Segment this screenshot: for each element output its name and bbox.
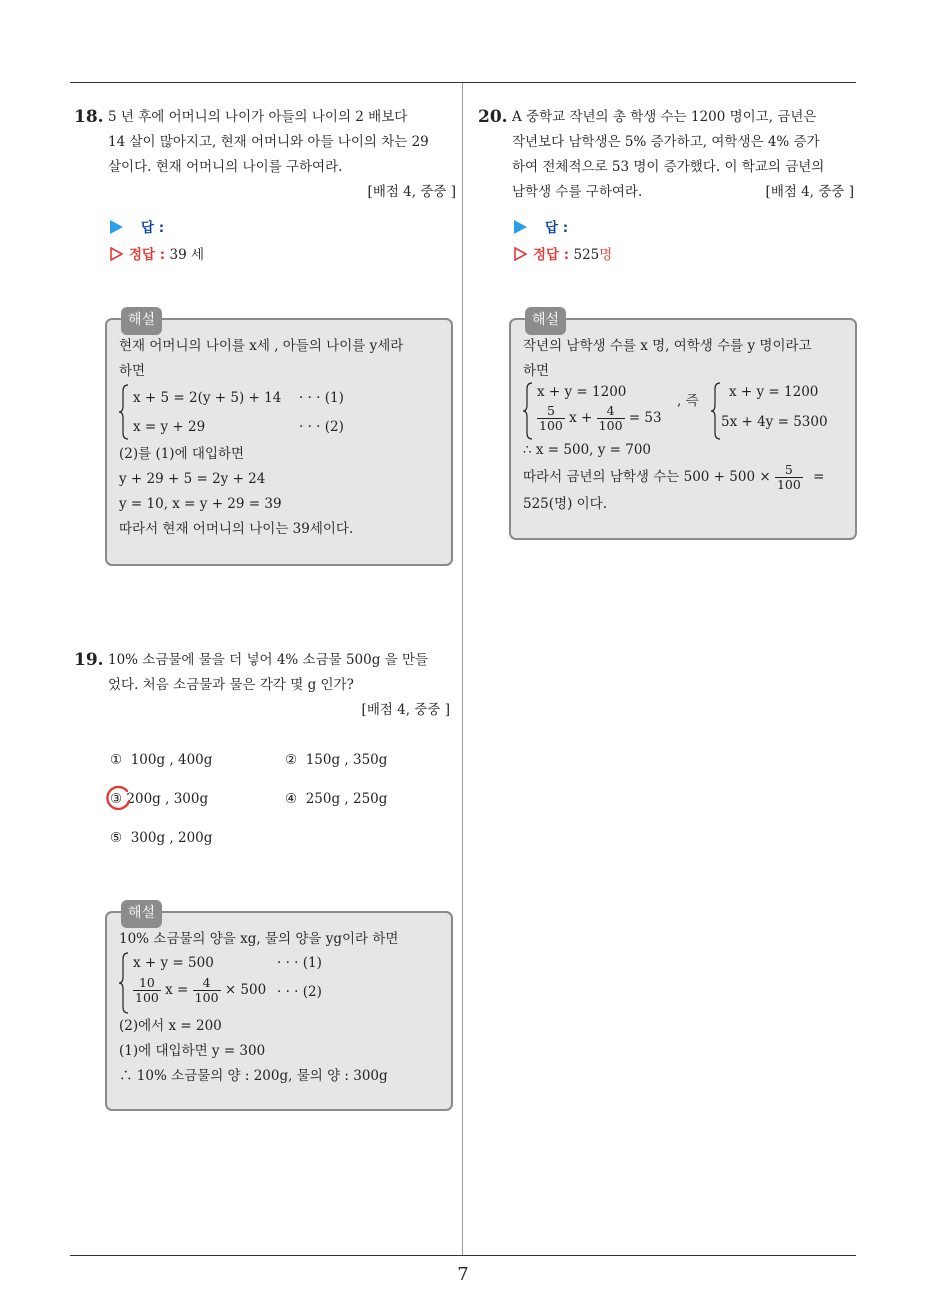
correct-label: 정답 :: [129, 247, 166, 263]
correct-label: 정답 :: [533, 247, 570, 263]
correct-value: 525: [573, 247, 600, 263]
fraction: $\frac{5}{100}$: [776, 462, 801, 492]
points-label: [배점 4, 중중 ]: [367, 184, 456, 200]
question-number: 19.: [74, 650, 104, 670]
choice-marker: ④: [285, 791, 298, 807]
correct-unit: 명: [599, 247, 613, 263]
triangle-outline-icon: [110, 247, 123, 261]
question-text: 10% 소금물에 물을 더 넣어 4% 소금물 500g 을 만들 었다. 처음 소금물과 물은 각각 몇 g 인가? [배점 4, 중중 ]: [108, 648, 456, 723]
question-text: A 중학교 작년의 총 학생 수는 1200 명이고, 금년은 작년보다 남학생은 5% 증가하고, 여학생은 4% 증가 하여 전체적으로 53 명이 증가했다. 이 학교의 금년의 남학생 수를 구하여라. [배점 4, 중중 ]: [512, 105, 860, 205]
choice-5[interactable]: ⑤ 300g , 200g: [110, 830, 213, 846]
solution-box: 해설 작년의 남학생 수를 x 명, 여학생 수를 y 명이라고 하면 x + y = 1200 $\frac{5}{100}$ x + $\frac{4}{100}$ = 53 , 즉 x + y = 1200 5x + 4y = 5300 ∴ x = 500, y = 700 따라서 금년의 남학생 수는 500 + 500 × $\frac{5}{100}$ = 525(명) 이다.: [509, 318, 857, 540]
brace-icon: [119, 384, 129, 440]
correct-value: 39 세: [169, 247, 204, 263]
bottom-rule: [70, 1255, 856, 1256]
solution-box: 해설 현재 어머니의 나이를 x세 , 아들의 나이를 y세라 하면 x + 5 = 2(y + 5) + 14 · · · (1) x = y + 29 · · · (2) (2)를 (1)에 대입하면 y + 29 + 5 = 2y + 24 y = 10, x = y + 29 = 39 따라서 현재 어머니의 나이는 39세이다.: [105, 318, 453, 566]
page-number: 7: [457, 1264, 469, 1285]
fraction: $\frac{10}{100}$: [135, 975, 159, 1005]
play-icon: [110, 220, 123, 234]
equation-system: x + 5 = 2(y + 5) + 14 · · · (1) x = y + 29 · · · (2): [119, 384, 439, 442]
answer-label: 답 :: [141, 220, 165, 236]
points-label: [배점 4, 중중 ]: [765, 184, 854, 200]
question-number: 20.: [478, 107, 508, 127]
choice-marker: ⑤: [110, 830, 123, 846]
correct-answer-row: [110, 243, 204, 263]
brace-icon: [711, 382, 721, 440]
solution-tag: 해설: [121, 307, 162, 335]
question-18: [74, 105, 456, 205]
choice-3[interactable]: ③ 200g , 300g: [110, 791, 209, 807]
question-number: 18.: [74, 107, 104, 127]
question-text: 5 년 후에 어머니의 나이가 아들의 나이의 2 배보다 14 살이 많아지고, 현재 어머니와 아들 나이의 차는 29 살이다. 현재 어머니의 나이를 구하여라. [배점 4, 중중 ]: [108, 105, 456, 205]
choice-1[interactable]: ① 100g , 400g: [110, 752, 213, 768]
solution-tag: 해설: [525, 307, 566, 335]
choice-2[interactable]: ② 150g , 350g: [285, 752, 388, 768]
fraction: $\frac{5}{100}$: [539, 403, 563, 433]
choice-4[interactable]: ④ 250g , 250g: [285, 791, 388, 807]
solution-box: 해설 10% 소금물의 양을 xg, 물의 양을 yg이라 하면 x + y = 500 · · · (1) $\frac{10}{100}$ x = $\frac{4}{100}$ × 500 · · · (2) (2)에서 x = 200 (1)에 대입하면 y = 300 ∴ 10% 소금물의 양 : 200g, 물의 양 : 300g: [105, 911, 453, 1111]
question-20: [478, 105, 860, 205]
top-rule: [70, 82, 856, 83]
answer-row: [514, 216, 568, 236]
brace-icon: [523, 382, 533, 440]
answer-row: [110, 216, 164, 236]
points-label: [배점 4, 중중 ]: [361, 702, 450, 718]
fraction: $\frac{4}{100}$: [194, 975, 219, 1005]
choice-marker: ③: [110, 791, 123, 807]
fraction: $\frac{4}{100}$: [598, 403, 623, 433]
equation-system: x + y = 500 · · · (1) $\frac{10}{100}$ x = $\frac{4}{100}$ × 500 · · · (2): [119, 952, 439, 1014]
selected-circle-icon: [103, 785, 133, 815]
triangle-outline-icon: [514, 247, 527, 261]
brace-icon: [119, 952, 129, 1014]
correct-answer-row: [514, 243, 612, 263]
choice-marker: ①: [110, 752, 123, 768]
question-19: [74, 648, 456, 723]
solution-tag: 해설: [121, 900, 162, 928]
answer-label: 답 :: [545, 220, 569, 236]
column-divider: [462, 83, 463, 1255]
equation-system: x + y = 1200 $\frac{5}{100}$ x + $\frac{4}{100}$ = 53 , 즉 x + y = 1200 5x + 4y = 5300: [523, 384, 843, 440]
play-icon: [514, 220, 527, 234]
choice-marker: ②: [285, 752, 298, 768]
